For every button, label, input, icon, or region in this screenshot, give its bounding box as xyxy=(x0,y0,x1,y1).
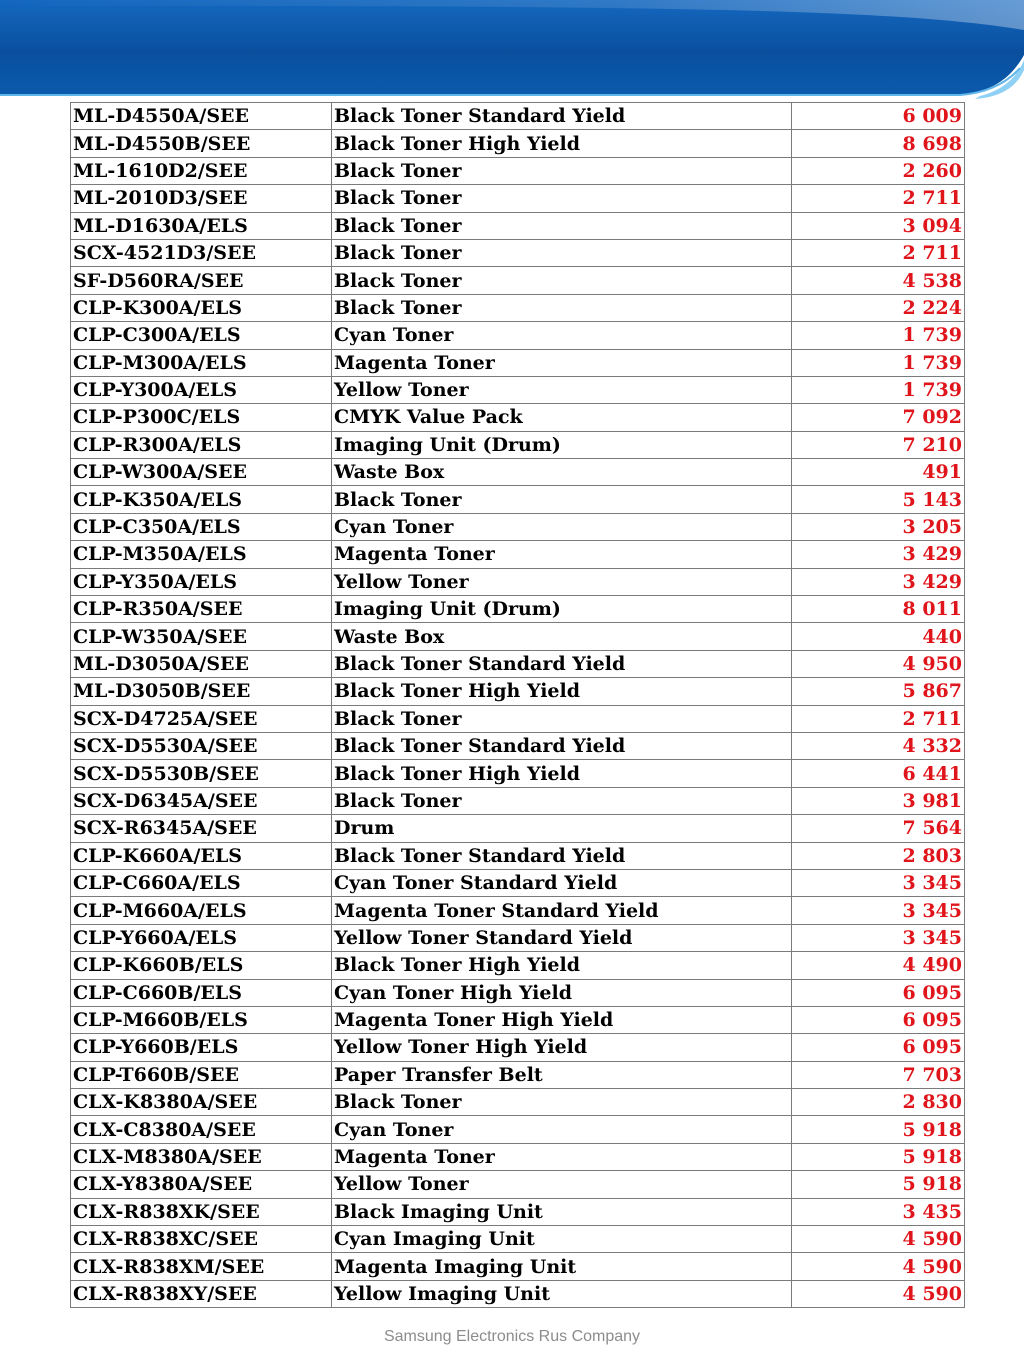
price-cell: 2 830 xyxy=(792,1089,965,1116)
price-cell: 5 918 xyxy=(792,1143,965,1170)
price-cell: 3 205 xyxy=(792,513,965,540)
price-cell: 5 918 xyxy=(792,1171,965,1198)
product-description-cell: Black Toner xyxy=(332,705,792,732)
product-description-cell: Cyan Toner xyxy=(332,513,792,540)
table-row xyxy=(71,294,965,321)
product-code-cell: SCX-D6345A/SEE xyxy=(71,787,332,814)
table-row xyxy=(71,376,965,403)
product-description-cell: Drum xyxy=(332,815,792,842)
product-code-cell: CLP-C300A/ELS xyxy=(71,322,332,349)
table-row xyxy=(71,650,965,677)
product-code-cell: CLX-R838XM/SEE xyxy=(71,1253,332,1280)
price-cell: 5 918 xyxy=(792,1116,965,1143)
product-code-cell: CLP-Y350A/ELS xyxy=(71,568,332,595)
table-row xyxy=(71,431,965,458)
product-code-cell: ML-D3050B/SEE xyxy=(71,678,332,705)
product-code-cell: SF-D560RA/SEE xyxy=(71,267,332,294)
product-description-cell: Black Toner Standard Yield xyxy=(332,103,792,130)
price-cell: 6 009 xyxy=(792,103,965,130)
price-cell: 2 711 xyxy=(792,705,965,732)
product-description-cell: CMYK Value Pack xyxy=(332,404,792,431)
product-description-cell: Black Toner xyxy=(332,239,792,266)
product-code-cell: SCX-R6345A/SEE xyxy=(71,815,332,842)
product-description-cell: Yellow Toner xyxy=(332,376,792,403)
table-row xyxy=(71,157,965,184)
product-description-cell: Yellow Toner High Yield xyxy=(332,1034,792,1061)
table-row xyxy=(71,1143,965,1170)
price-cell: 7 092 xyxy=(792,404,965,431)
product-description-cell: Black Toner xyxy=(332,787,792,814)
product-code-cell: CLP-Y660A/ELS xyxy=(71,924,332,951)
product-code-cell: CLP-K300A/ELS xyxy=(71,294,332,321)
product-code-cell: ML-2010D3/SEE xyxy=(71,185,332,212)
price-cell: 2 260 xyxy=(792,157,965,184)
product-description-cell: Magenta Toner Standard Yield xyxy=(332,897,792,924)
price-cell: 3 429 xyxy=(792,541,965,568)
price-cell: 1 739 xyxy=(792,376,965,403)
price-cell: 3 981 xyxy=(792,787,965,814)
table-row xyxy=(71,185,965,212)
product-description-cell: Black Toner xyxy=(332,1089,792,1116)
table-row xyxy=(71,1226,965,1253)
product-description-cell: Black Toner High Yield xyxy=(332,130,792,157)
product-description-cell: Black Toner High Yield xyxy=(332,760,792,787)
product-description-cell: Yellow Toner Standard Yield xyxy=(332,924,792,951)
table-row xyxy=(71,513,965,540)
price-cell: 1 739 xyxy=(792,322,965,349)
product-description-cell: Black Toner High Yield xyxy=(332,952,792,979)
table-row xyxy=(71,349,965,376)
table-row xyxy=(71,705,965,732)
price-cell: 6 095 xyxy=(792,1006,965,1033)
product-description-cell: Paper Transfer Belt xyxy=(332,1061,792,1088)
product-code-cell: ML-D4550B/SEE xyxy=(71,130,332,157)
table-row xyxy=(71,596,965,623)
price-cell: 2 803 xyxy=(792,842,965,869)
product-description-cell: Waste Box xyxy=(332,623,792,650)
table-row xyxy=(71,1089,965,1116)
product-description-cell: Black Imaging Unit xyxy=(332,1198,792,1225)
header-wave-graphic xyxy=(0,0,1024,100)
price-cell: 4 490 xyxy=(792,952,965,979)
product-code-cell: CLP-K660A/ELS xyxy=(71,842,332,869)
table-row xyxy=(71,1006,965,1033)
product-code-cell: CLP-R300A/ELS xyxy=(71,431,332,458)
table-row xyxy=(71,1034,965,1061)
product-description-cell: Black Toner xyxy=(332,267,792,294)
price-cell: 4 590 xyxy=(792,1280,965,1307)
product-description-cell: Cyan Toner xyxy=(332,1116,792,1143)
product-code-cell: CLX-R838XK/SEE xyxy=(71,1198,332,1225)
price-table-body xyxy=(71,103,965,1308)
price-cell: 6 441 xyxy=(792,760,965,787)
product-description-cell: Black Toner xyxy=(332,486,792,513)
table-row xyxy=(71,568,965,595)
price-cell: 4 538 xyxy=(792,267,965,294)
product-description-cell: Black Toner xyxy=(332,212,792,239)
table-row xyxy=(71,212,965,239)
table-row xyxy=(71,103,965,130)
product-code-cell: CLP-K660B/ELS xyxy=(71,952,332,979)
price-cell: 4 950 xyxy=(792,650,965,677)
table-row xyxy=(71,815,965,842)
product-code-cell: CLP-W300A/SEE xyxy=(71,459,332,486)
product-description-cell: Black Toner xyxy=(332,294,792,321)
price-cell: 3 429 xyxy=(792,568,965,595)
product-code-cell: CLP-M350A/ELS xyxy=(71,541,332,568)
product-code-cell: CLX-C8380A/SEE xyxy=(71,1116,332,1143)
product-description-cell: Yellow Toner xyxy=(332,568,792,595)
product-description-cell: Waste Box xyxy=(332,459,792,486)
product-code-cell: CLP-C350A/ELS xyxy=(71,513,332,540)
product-code-cell: ML-D3050A/SEE xyxy=(71,650,332,677)
price-cell: 7 564 xyxy=(792,815,965,842)
product-code-cell: CLX-R838XC/SEE xyxy=(71,1226,332,1253)
table-row xyxy=(71,267,965,294)
price-cell: 4 590 xyxy=(792,1226,965,1253)
product-code-cell: SCX-D5530B/SEE xyxy=(71,760,332,787)
table-row xyxy=(71,1171,965,1198)
table-row xyxy=(71,869,965,896)
product-code-cell: CLP-C660A/ELS xyxy=(71,869,332,896)
price-cell: 8 011 xyxy=(792,596,965,623)
table-row xyxy=(71,842,965,869)
price-cell: 3 345 xyxy=(792,897,965,924)
price-cell: 7 210 xyxy=(792,431,965,458)
product-description-cell: Black Toner Standard Yield xyxy=(332,842,792,869)
product-code-cell: CLP-C660B/ELS xyxy=(71,979,332,1006)
table-row xyxy=(71,322,965,349)
product-description-cell: Cyan Toner High Yield xyxy=(332,979,792,1006)
table-row xyxy=(71,678,965,705)
product-code-cell: SCX-4521D3/SEE xyxy=(71,239,332,266)
price-cell: 3 094 xyxy=(792,212,965,239)
table-row xyxy=(71,732,965,759)
price-cell: 1 739 xyxy=(792,349,965,376)
product-description-cell: Yellow Imaging Unit xyxy=(332,1280,792,1307)
price-cell: 2 711 xyxy=(792,185,965,212)
price-cell: 5 143 xyxy=(792,486,965,513)
product-code-cell: CLP-T660B/SEE xyxy=(71,1061,332,1088)
table-row xyxy=(71,979,965,1006)
product-description-cell: Cyan Toner xyxy=(332,322,792,349)
product-code-cell: CLP-Y300A/ELS xyxy=(71,376,332,403)
product-description-cell: Imaging Unit (Drum) xyxy=(332,596,792,623)
product-description-cell: Yellow Toner xyxy=(332,1171,792,1198)
price-cell: 4 590 xyxy=(792,1253,965,1280)
table-row xyxy=(71,459,965,486)
product-code-cell: CLX-K8380A/SEE xyxy=(71,1089,332,1116)
table-row xyxy=(71,404,965,431)
product-code-cell: SCX-D5530A/SEE xyxy=(71,732,332,759)
product-code-cell: CLX-Y8380A/SEE xyxy=(71,1171,332,1198)
price-cell: 2 711 xyxy=(792,239,965,266)
table-row xyxy=(71,239,965,266)
product-description-cell: Magenta Toner High Yield xyxy=(332,1006,792,1033)
product-code-cell: CLP-Y660B/ELS xyxy=(71,1034,332,1061)
footer-company-name: Samsung Electronics Rus Company xyxy=(383,1328,641,1345)
table-row xyxy=(71,623,965,650)
table-row xyxy=(71,486,965,513)
product-description-cell: Cyan Toner Standard Yield xyxy=(332,869,792,896)
table-row xyxy=(71,1198,965,1225)
price-cell: 6 095 xyxy=(792,1034,965,1061)
product-description-cell: Magenta Toner xyxy=(332,349,792,376)
table-row xyxy=(71,760,965,787)
product-code-cell: CLP-W350A/SEE xyxy=(71,623,332,650)
product-code-cell: CLP-R350A/SEE xyxy=(71,596,332,623)
product-description-cell: Imaging Unit (Drum) xyxy=(332,431,792,458)
table-row xyxy=(71,897,965,924)
product-code-cell: CLP-M300A/ELS xyxy=(71,349,332,376)
price-cell: 8 698 xyxy=(792,130,965,157)
product-description-cell: Black Toner High Yield xyxy=(332,678,792,705)
product-code-cell: ML-D4550A/SEE xyxy=(71,103,332,130)
table-row xyxy=(71,787,965,814)
table-row xyxy=(71,1280,965,1307)
product-code-cell: CLP-K350A/ELS xyxy=(71,486,332,513)
table-row xyxy=(71,952,965,979)
price-cell: 491 xyxy=(792,459,965,486)
price-cell: 7 703 xyxy=(792,1061,965,1088)
header-banner xyxy=(0,0,1024,100)
table-row xyxy=(71,130,965,157)
product-code-cell: CLX-M8380A/SEE xyxy=(71,1143,332,1170)
product-description-cell: Black Toner Standard Yield xyxy=(332,650,792,677)
price-cell: 3 435 xyxy=(792,1198,965,1225)
product-description-cell: Black Toner Standard Yield xyxy=(332,732,792,759)
product-code-cell: ML-1610D2/SEE xyxy=(71,157,332,184)
price-cell: 3 345 xyxy=(792,869,965,896)
product-code-cell: CLP-M660A/ELS xyxy=(71,897,332,924)
table-row xyxy=(71,1116,965,1143)
product-code-cell: ML-D1630A/ELS xyxy=(71,212,332,239)
table-row xyxy=(71,541,965,568)
product-description-cell: Magenta Toner xyxy=(332,1143,792,1170)
price-cell: 2 224 xyxy=(792,294,965,321)
product-code-cell: CLP-M660B/ELS xyxy=(71,1006,332,1033)
product-code-cell: SCX-D4725A/SEE xyxy=(71,705,332,732)
product-code-cell: CLX-R838XY/SEE xyxy=(71,1280,332,1307)
price-cell: 4 332 xyxy=(792,732,965,759)
product-description-cell: Black Toner xyxy=(332,185,792,212)
product-description-cell: Magenta Toner xyxy=(332,541,792,568)
product-code-cell: CLP-P300C/ELS xyxy=(71,404,332,431)
table-row xyxy=(71,1253,965,1280)
product-description-cell: Magenta Imaging Unit xyxy=(332,1253,792,1280)
price-cell: 5 867 xyxy=(792,678,965,705)
product-description-cell: Black Toner xyxy=(332,157,792,184)
price-cell: 6 095 xyxy=(792,979,965,1006)
table-row xyxy=(71,924,965,951)
price-cell: 440 xyxy=(792,623,965,650)
table-row xyxy=(71,1061,965,1088)
price-cell: 3 345 xyxy=(792,924,965,951)
price-table xyxy=(70,102,965,1308)
product-description-cell: Cyan Imaging Unit xyxy=(332,1226,792,1253)
